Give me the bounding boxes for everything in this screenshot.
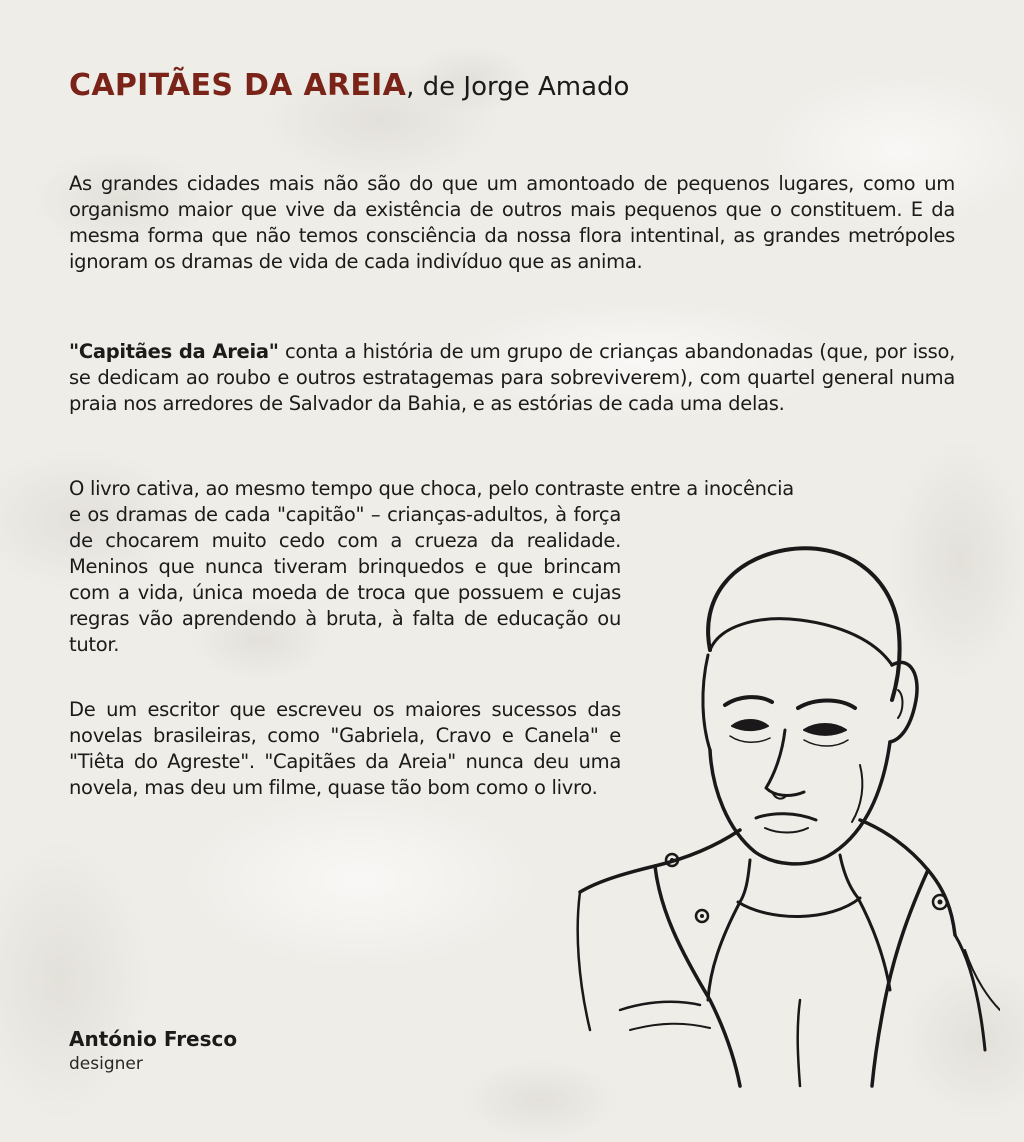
paragraph-closing: De um escritor que escreveu os maiores sucessos das novelas brasileiras, como "Gabriela, Cravo e Canela" e "Tiêta do Agreste". "Capitães da Areia" nunca deu uma novela, mas deu um filme, quase tão bom como o livro. xyxy=(69,698,621,799)
paragraph-opinion-first-line: O livro cativa, ao mesmo tempo que choca, pelo contraste entre a inocência xyxy=(69,477,794,500)
book-title: CAPITÃES DA AREIA xyxy=(69,68,407,103)
page-title xyxy=(69,62,629,109)
portrait-line-drawing xyxy=(560,530,1000,1090)
author-role: designer xyxy=(69,1054,143,1074)
author-name: António Fresco xyxy=(69,1027,238,1051)
book-author: , de Jorge Amado xyxy=(406,72,630,102)
book-name-emphasis: "Capitães da Areia" xyxy=(69,340,279,363)
paragraph-opinion: e os dramas de cada "capitão" – crianças-adultos, à força de chocarem muito cedo com a crueza da realidade. Meninos que nunca tiveram brinquedos e que brincam com a vida, única moeda de troca que possuem e cujas regras vão aprendendo à bruta, à falta de educação ou tutor. xyxy=(69,503,621,656)
paragraph-synopsis-text: conta a história de um grupo de crianças abandonadas (que, por isso, se dedicam ao roubo e outros estratagemas para sobreviverem), com quartel general numa praia nos arredores de Salvador da Bahia, e as estórias de cada uma delas. xyxy=(69,340,955,415)
paragraph-intro: As grandes cidades mais não são do que um amontoado de pequenos lugares, como um organismo maior que vive da existência de outros mais pequenos que o constituem. E da mesma forma que não temos consciência da nossa flora intentinal, as grandes metrópoles ignoram os dramas de vida de cada indivíduo que as anima. xyxy=(69,172,955,273)
paragraph-synopsis xyxy=(69,339,955,417)
